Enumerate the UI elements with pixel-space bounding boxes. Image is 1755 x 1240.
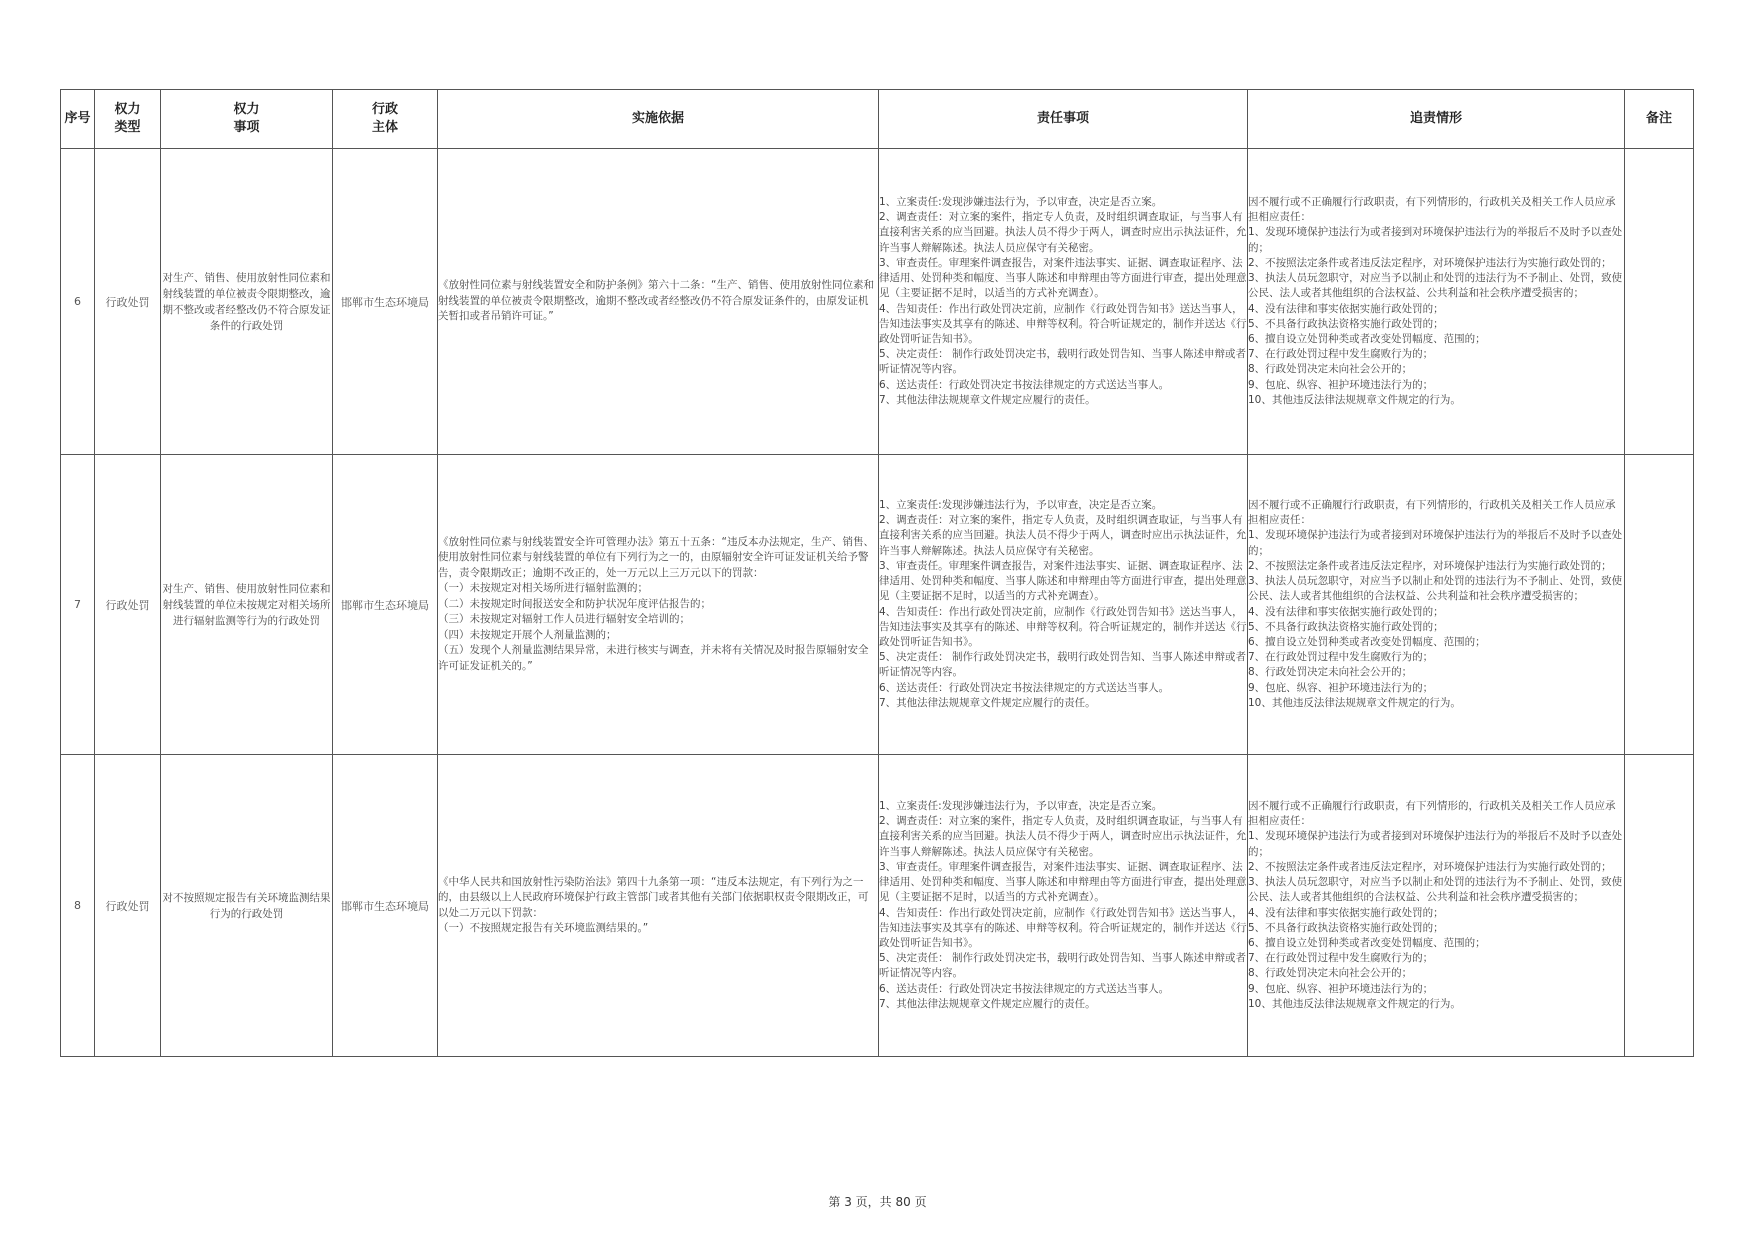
- accountability-item: 2、不按照法定条件或者违反法定程序，对环境保护违法行为实施行政处罚的；: [1248, 256, 1612, 269]
- accountability-item: 10、其他违反法律法规规章文件规定的行为。: [1248, 393, 1461, 406]
- row-power-type: 行政处罚: [95, 755, 161, 1057]
- accountability-item: 1、发现环境保护违法行为或者接到对环境保护违法行为的举报后不及时予以查处的；: [1248, 830, 1623, 858]
- accountability-item: 6、擅自设立处罚种类或者改变处罚幅度、范围的；: [1248, 635, 1486, 648]
- accountability-item: 6、擅自设立处罚种类或者改变处罚幅度、范围的；: [1248, 332, 1486, 345]
- duty-item: 7、其他法律法规规章文件规定应履行的责任。: [879, 696, 1096, 709]
- accountability-item: 6、擅自设立处罚种类或者改变处罚幅度、范围的；: [1248, 936, 1486, 949]
- duty-item: 5、决定责任： 制作行政处罚决定书，载明行政处罚告知、当事人陈述申辩或者听证情况等内容。: [879, 952, 1247, 980]
- header-no: 序号: [61, 90, 95, 149]
- power-list-table: [60, 89, 1694, 1057]
- basis-paragraph: （一）未按规定对相关场所进行辐射监测的；: [438, 582, 648, 595]
- accountability-item: 5、不具备行政执法资格实施行政处罚的；: [1248, 620, 1444, 633]
- duty-item: 5、决定责任： 制作行政处罚决定书，载明行政处罚告知、当事人陈述申辩或者听证情况等内容。: [879, 651, 1247, 679]
- duty-item: 4、告知责任：作出行政处罚决定前，应制作《行政处罚告知书》送达当事人，告知违法事实及其享有的陈述、申辩等权利。符合听证规定的，制作并送达《行政处罚听证告知书》。: [879, 906, 1247, 949]
- page-number: 第 3 页，共 80 页: [828, 1195, 927, 1209]
- accountability-item: 2、不按照法定条件或者违反法定程序，对环境保护违法行为实施行政处罚的；: [1248, 860, 1612, 873]
- row-remarks: [1625, 755, 1694, 1057]
- accountability-item: 7、在行政处罚过程中发生腐败行为的；: [1248, 952, 1434, 965]
- accountability-item: 7、在行政处罚过程中发生腐败行为的；: [1248, 651, 1434, 664]
- row-remarks: [1625, 455, 1694, 755]
- row-no: 7: [61, 455, 95, 755]
- duty-item: 6、送达责任：行政处罚决定书按法律规定的方式送达当事人。: [879, 378, 1170, 391]
- accountability-item: 8、行政处罚决定未向社会公开的；: [1248, 967, 1413, 980]
- row-duties: [879, 455, 1248, 755]
- table-row: [61, 149, 1694, 455]
- accountability-item: 因不履行或不正确履行行政职责，有下列情形的，行政机关及相关工作人员应承担相应责任：: [1248, 800, 1616, 828]
- duty-item: 1、立案责任:发现涉嫌违法行为，予以审查，决定是否立案。: [879, 800, 1163, 813]
- table-row: [61, 455, 1694, 755]
- accountability-item: 9、包庇、纵容、袒护环境违法行为的；: [1248, 378, 1434, 391]
- row-basis: [438, 455, 879, 755]
- row-power-type: 行政处罚: [95, 149, 161, 455]
- row-accountability: [1248, 755, 1625, 1057]
- table-row: [61, 755, 1694, 1057]
- duty-item: 2、调查责任：对立案的案件，指定专人负责，及时组织调查取证，与当事人有直接利害关系的应当回避。执法人员不得少于两人，调查时应出示执法证件，允许当事人辩解陈述。执法人员应保守有关秘密。: [879, 815, 1247, 858]
- row-accountability: [1248, 455, 1625, 755]
- basis-paragraph: （三）未按规定对辐射工作人员进行辐射安全培训的；: [438, 613, 690, 626]
- accountability-item: 4、没有法律和事实依据实施行政处罚的；: [1248, 302, 1444, 315]
- accountability-item: 7、在行政处罚过程中发生腐败行为的；: [1248, 348, 1434, 361]
- basis-paragraph: 《放射性同位素与射线装置安全和防护条例》第六十二条：“生产、销售、使用放射性同位素和射线装置的单位被责令限期整改，逾期不整改或者经整改仍不符合原发证条件的，由原发证机关暂扣或者吊销许可证。”: [438, 279, 874, 323]
- basis-paragraph: （二）未按规定时间报送安全和防护状况年度评估报告的；: [438, 597, 711, 610]
- duty-item: 7、其他法律法规规章文件规定应履行的责任。: [879, 393, 1096, 406]
- basis-paragraph: （四）未按规定开展个人剂量监测的；: [438, 628, 617, 641]
- duty-item: 5、决定责任： 制作行政处罚决定书，载明行政处罚告知、当事人陈述申辩或者听证情况等内容。: [879, 348, 1247, 376]
- row-admin-subject: 邯郸市生态环境局: [333, 149, 438, 455]
- accountability-item: 因不履行或不正确履行行政职责，有下列情形的，行政机关及相关工作人员应承担相应责任：: [1248, 499, 1616, 527]
- row-basis: [438, 149, 879, 455]
- duty-item: 2、调查责任：对立案的案件，指定专人负责，及时组织调查取证，与当事人有直接利害关系的应当回避。执法人员不得少于两人，调查时应出示执法证件，允许当事人辩解陈述。执法人员应保守有关秘密。: [879, 514, 1247, 557]
- row-power-matter: 对不按照规定报告有关环境监测结果行为的行政处罚: [161, 755, 333, 1057]
- accountability-item: 5、不具备行政执法资格实施行政处罚的；: [1248, 921, 1444, 934]
- row-remarks: [1625, 149, 1694, 455]
- duty-item: 7、其他法律法规规章文件规定应履行的责任。: [879, 997, 1096, 1010]
- accountability-item: 2、不按照法定条件或者违反法定程序，对环境保护违法行为实施行政处罚的；: [1248, 559, 1612, 572]
- accountability-item: 4、没有法律和事实依据实施行政处罚的；: [1248, 906, 1444, 919]
- accountability-item: 1、发现环境保护违法行为或者接到对环境保护违法行为的举报后不及时予以查处的；: [1248, 529, 1623, 557]
- row-admin-subject: 邯郸市生态环境局: [333, 455, 438, 755]
- duty-item: 4、告知责任：作出行政处罚决定前，应制作《行政处罚告知书》送达当事人，告知违法事实及其享有的陈述、申辩等权利。符合听证规定的，制作并送达《行政处罚听证告知书》。: [879, 605, 1247, 648]
- row-no: 8: [61, 755, 95, 1057]
- duty-item: 4、告知责任：作出行政处罚决定前，应制作《行政处罚告知书》送达当事人，告知违法事实及其享有的陈述、申辩等权利。符合听证规定的，制作并送达《行政处罚听证告知书》。: [879, 302, 1247, 345]
- duty-item: 1、立案责任:发现涉嫌违法行为，予以审查，决定是否立案。: [879, 499, 1163, 512]
- accountability-item: 10、其他违反法律法规规章文件规定的行为。: [1248, 696, 1461, 709]
- accountability-item: 8、行政处罚决定未向社会公开的；: [1248, 363, 1413, 376]
- header-power-type: 权力 类型: [95, 90, 161, 149]
- row-no: 6: [61, 149, 95, 455]
- basis-paragraph: （五）发现个人剂量监测结果异常，未进行核实与调查，并未将有关情况及时报告原辐射安全许可证发证机关的。”: [438, 644, 869, 672]
- accountability-item: 10、其他违反法律法规规章文件规定的行为。: [1248, 997, 1461, 1010]
- duty-item: 3、审查责任。审理案件调查报告，对案件违法事实、证据、调查取证程序、法律适用、处罚种类和幅度、当事人陈述和申辩理由等方面进行审查，提出处理意见（主要证据不足时，以适当的方式补充调查）。: [879, 256, 1247, 300]
- accountability-item: 4、没有法律和事实依据实施行政处罚的；: [1248, 605, 1444, 618]
- accountability-item: 9、包庇、纵容、袒护环境违法行为的；: [1248, 982, 1434, 995]
- accountability-item: 8、行政处罚决定未向社会公开的；: [1248, 666, 1413, 679]
- duty-item: 2、调查责任：对立案的案件，指定专人负责，及时组织调查取证，与当事人有直接利害关系的应当回避。执法人员不得少于两人，调查时应出示执法证件，允许当事人辩解陈述。执法人员应保守有关秘密。: [879, 211, 1247, 254]
- accountability-item: 9、包庇、纵容、袒护环境违法行为的；: [1248, 681, 1434, 694]
- header-accountability: 追责情形: [1248, 90, 1625, 149]
- basis-paragraph: 《放射性同位素与射线装置安全许可管理办法》第五十五条：“违反本办法规定，生产、销售、使用放射性同位素与射线装置的单位有下列行为之一的，由原辐射安全许可证发证机关给予警告，责令限期改正；逾期不改正的，处一万元以上三万元以下的罚款：: [438, 535, 874, 579]
- accountability-item: 因不履行或不正确履行行政职责，有下列情形的，行政机关及相关工作人员应承担相应责任：: [1248, 196, 1616, 224]
- header-row: [61, 90, 1694, 149]
- accountability-item: 3、执法人员玩忽职守，对应当予以制止和处罚的违法行为不予制止、处罚，致使公民、法人或者其他组织的合法权益、公共利益和社会秩序遭受损害的；: [1248, 575, 1623, 603]
- header-remarks: 备注: [1625, 90, 1694, 149]
- accountability-item: 1、发现环境保护违法行为或者接到对环境保护违法行为的举报后不及时予以查处的；: [1248, 226, 1623, 254]
- row-duties: [879, 755, 1248, 1057]
- row-accountability: [1248, 149, 1625, 455]
- row-duties: [879, 149, 1248, 455]
- header-duties: 责任事项: [879, 90, 1248, 149]
- accountability-item: 3、执法人员玩忽职守，对应当予以制止和处罚的违法行为不予制止、处罚，致使公民、法人或者其他组织的合法权益、公共利益和社会秩序遭受损害的；: [1248, 272, 1623, 300]
- accountability-item: 5、不具备行政执法资格实施行政处罚的；: [1248, 317, 1444, 330]
- row-power-matter: 对生产、销售、使用放射性同位素和射线装置的单位未按规定对相关场所进行辐射监测等行为的行政处罚: [161, 455, 333, 755]
- duty-item: 6、送达责任：行政处罚决定书按法律规定的方式送达当事人。: [879, 681, 1170, 694]
- basis-paragraph: 《中华人民共和国放射性污染防治法》第四十九条第一项：“违反本法规定，有下列行为之一的，由县级以上人民政府环境保护行政主管部门或者其他有关部门依据职权责令限期改正，可以处二万元以下罚款：: [438, 875, 869, 919]
- header-basis: 实施依据: [438, 90, 879, 149]
- row-admin-subject: 邯郸市生态环境局: [333, 755, 438, 1057]
- duty-item: 1、立案责任:发现涉嫌违法行为，予以审查，决定是否立案。: [879, 196, 1163, 209]
- basis-paragraph: （一）不按照规定报告有关环境监测结果的。”: [438, 922, 649, 934]
- duty-item: 3、审查责任。审理案件调查报告，对案件违法事实、证据、调查取证程序、法律适用、处罚种类和幅度、当事人陈述和申辩理由等方面进行审查，提出处理意见（主要证据不足时，以适当的方式补充调查）。: [879, 559, 1247, 603]
- duty-item: 3、审查责任。审理案件调查报告，对案件违法事实、证据、调查取证程序、法律适用、处罚种类和幅度、当事人陈述和申辩理由等方面进行审查，提出处理意见（主要证据不足时，以适当的方式补充调查）。: [879, 860, 1247, 904]
- accountability-item: 3、执法人员玩忽职守，对应当予以制止和处罚的违法行为不予制止、处罚，致使公民、法人或者其他组织的合法权益、公共利益和社会秩序遭受损害的；: [1248, 876, 1623, 904]
- row-power-matter: 对生产、销售、使用放射性同位素和射线装置的单位被责令限期整改，逾期不整改或者经整改仍不符合原发证条件的行政处罚: [161, 149, 333, 455]
- header-admin-subject: 行政 主体: [333, 90, 438, 149]
- header-power-matter: 权力 事项: [161, 90, 333, 149]
- row-basis: [438, 755, 879, 1057]
- row-power-type: 行政处罚: [95, 455, 161, 755]
- duty-item: 6、送达责任：行政处罚决定书按法律规定的方式送达当事人。: [879, 982, 1170, 995]
